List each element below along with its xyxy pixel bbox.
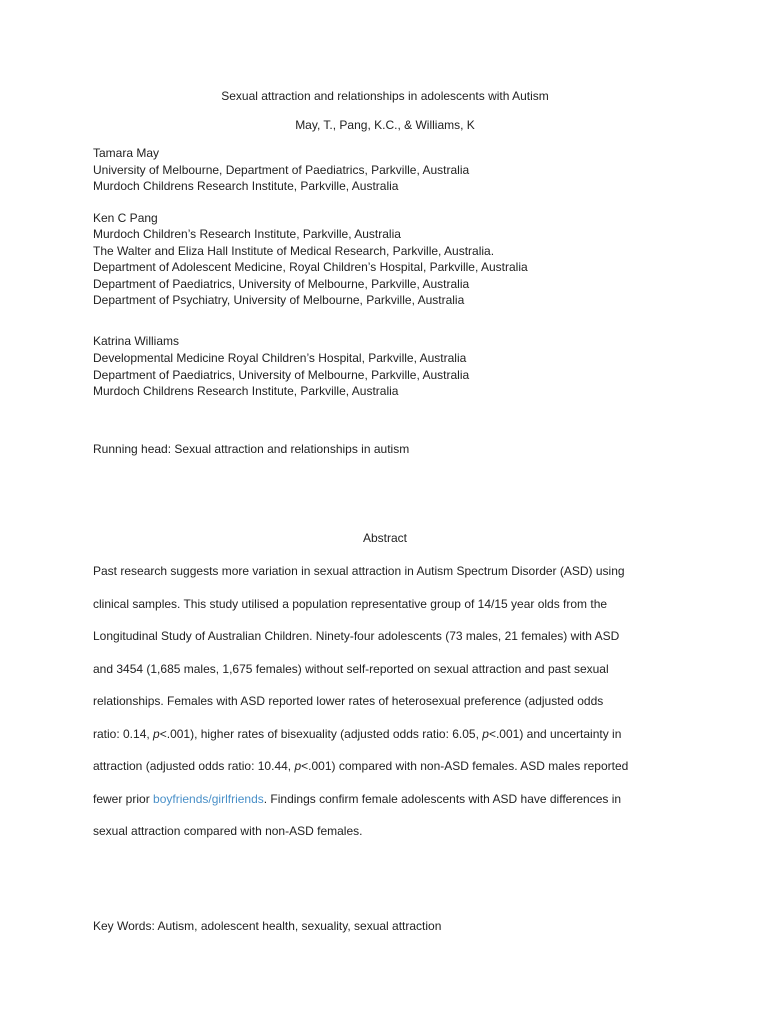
text-run: ratio: 0.14, [93,727,154,741]
abstract-line: and 3454 (1,685 males, 1,675 females) without self-reported on sexual attraction and past sexual [93,662,609,676]
author-affiliation: Developmental Medicine Royal Children’s Hospital, Parkville, Australia [93,351,467,365]
boyfriends-girlfriends-link[interactable]: boyfriends/girlfriends [153,792,264,806]
abstract-line: clinical samples. This study utilised a population representative group of 14/15 year olds from the [93,597,608,611]
author-name: Tamara May [93,146,160,160]
text-run: <.001) compared with non-ASD females. ASD males reported [301,759,629,773]
text-run: fewer prior [93,792,154,806]
paper-title: Sexual attraction and relationships in adolescents with Autism [221,89,549,103]
running-head: Running head: Sexual attraction and relationships in autism [93,442,410,456]
abstract-line [93,759,628,773]
author-affiliation: University of Melbourne, Department of Paediatrics, Parkville, Australia [93,163,470,177]
author-affiliation: Department of Adolescent Medicine, Royal Children’s Hospital, Parkville, Australia [93,260,528,274]
abstract-line: sexual attraction compared with non-ASD females. [93,824,363,838]
author-affiliation: Murdoch Childrens Research Institute, Parkville, Australia [93,384,399,398]
author-affiliation: Department of Psychiatry, University of Melbourne, Parkville, Australia [93,293,465,307]
text-run: <.001) and uncertainty in [488,727,622,741]
author-affiliation: Murdoch Childrens Research Institute, Parkville, Australia [93,179,399,193]
author-affiliation: Department of Paediatrics, University of Melbourne, Parkville, Australia [93,277,470,291]
abstract-line: Longitudinal Study of Australian Children. Ninety-four adolescents (73 males, 21 females) with ASD [93,629,620,643]
abstract-line: Past research suggests more variation in sexual attraction in Autism Spectrum Disorder (ASD) using [93,564,625,578]
author-name: Katrina Williams [93,334,180,348]
author-affiliation: The Walter and Eliza Hall Institute of Medical Research, Parkville, Australia. [93,244,495,258]
abstract-line [93,727,621,741]
p-value-symbol: p [482,727,489,741]
text-run: attraction (adjusted odds ratio: 10.44, [93,759,295,773]
text-run: . Findings confirm female adolescents with ASD have differences in [263,792,622,806]
p-value-symbol: p [153,727,160,741]
author-affiliation: Department of Paediatrics, University of Melbourne, Parkville, Australia [93,368,470,382]
abstract-heading: Abstract [362,531,407,545]
keywords: Key Words: Autism, adolescent health, sexuality, sexual attraction [93,919,442,933]
author-name: Ken C Pang [93,211,158,225]
authors-line: May, T., Pang, K.C., & Williams, K [295,118,475,132]
p-value-symbol: p [294,759,302,773]
abstract-line [93,792,621,806]
author-affiliation: Murdoch Children’s Research Institute, Parkville, Australia [93,227,401,241]
abstract-line: relationships. Females with ASD reported lower rates of heterosexual preference (adjusted odds [93,694,604,708]
text-run: <.001), higher rates of bisexuality (adjusted odds ratio: 6.05, [159,727,483,741]
